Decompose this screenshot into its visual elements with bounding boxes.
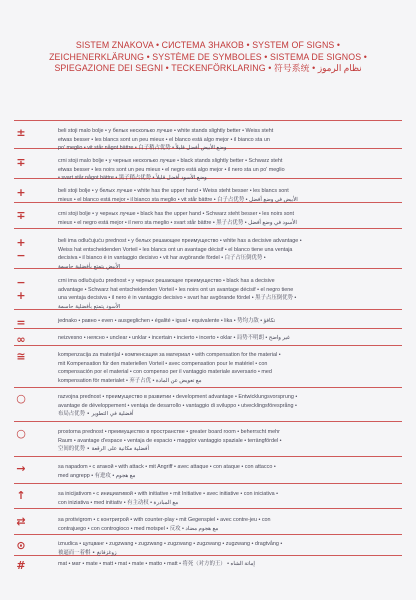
sign-symbol: ∓ xyxy=(16,209,26,222)
description-line: etwas besser • les blancs sont un peu mieux • el blanco está algo mejor • il bianco sta un xyxy=(58,136,270,143)
description-line: med angrepp • 有进攻 • مع هجوم xyxy=(58,472,136,479)
description-line: mieux • el blanco está mejor • il bianco sta meglio • vit står bättre • 白子占优势 • الأبيض في وضع أفضل xyxy=(58,196,298,203)
description-line: prostorna prednost • преимущество в пространстве • greater board room • beherrscht mehr xyxy=(58,429,280,435)
description-line: avantage de développement • ventaja de desarrollo • vantaggio di sviluppo • utvecklingsföresprång • xyxy=(58,402,297,409)
description-line: mieux • el negro está mejor • il nero sta meglio • svart står bättre • 黑子占优势 • الأسود في وضع أفضل xyxy=(58,219,297,226)
description-line: neizvesno • неясно • unclear • unklar • incertain • incierto • incerto • oklar • 局势不明朗 • غير واضح xyxy=(58,335,290,341)
description-line: crni ima odlučujuću prednost • у черных решающее преимущество • black has a decisive xyxy=(58,278,275,284)
description-line: mat • мат • mate • matt • mat • mate • matto • matt • 将死（对方的王） • إماتة الشاه xyxy=(58,561,255,567)
description-line: beli stoji bolje • у белых лучше • white has the upper hand • Weiss steht besser • les blancs sont xyxy=(58,188,289,194)
row-divider xyxy=(14,228,402,229)
row-divider xyxy=(14,387,402,388)
sign-description xyxy=(58,428,380,454)
sign-symbol: → xyxy=(16,462,26,475)
sign-description xyxy=(58,127,380,153)
description-line: الأبيض يتمتع بأفضلية حاسمة xyxy=(58,263,121,270)
sign-description xyxy=(58,157,380,183)
sign-symbol: ⊙ xyxy=(16,539,26,552)
description-line: una ventaja decisiva • il nero è in vantaggio decisivo • svart har avgörande fördel • 黑子占压倒优势 • xyxy=(58,295,297,301)
sign-description xyxy=(58,393,380,419)
description-line: crni stoji bolje • у черных лучше • black has the upper hand • Schwarz steht besser • les noirs sont xyxy=(58,211,295,217)
sign-description xyxy=(58,334,380,343)
sign-symbol: −+ xyxy=(16,276,26,302)
description-line: kompenzacija za materijal • компенсация за материал • with compensation for the material • xyxy=(58,352,281,358)
sign-symbol: +− xyxy=(16,236,26,262)
row-divider xyxy=(14,508,402,509)
row-divider xyxy=(14,456,402,457)
description-line: razvojna prednost • преимущество в развитии • development advantage • Entwicklungsvorsprung • xyxy=(58,394,298,400)
description-line: crni stoji malo bolje • у черных несколько лучше • black stands slightly better • Schwarz steht xyxy=(58,158,283,164)
row-divider xyxy=(14,328,402,329)
sign-symbol: ± xyxy=(16,126,26,139)
description-line: decisiva • il bianco è in vantaggio decisivo • vit har avgörande fördel • 白子占压倒优势 • xyxy=(58,255,266,261)
row-divider xyxy=(14,421,402,422)
row-divider xyxy=(14,345,402,346)
description-line: advantage • Schwarz hat entscheidenden Vorteil • les noirs ont un avantage décisif • el negro tiene xyxy=(58,286,294,293)
title-line-3: SPIEGAZIONE DEI SEGNI • TECKENFÖRKLARING • 符号系统 • نظام الرموز xyxy=(54,63,362,73)
sign-description xyxy=(58,237,380,271)
sign-description xyxy=(58,187,380,204)
description-line: con iniziativa • med initiativ • 有主动权 • مع المبادرة xyxy=(58,499,179,506)
description-line: Raum • avantage d'espace • ventaja de espacio • maggior vantaggio spaziale • terrängfördel • xyxy=(58,437,282,444)
sign-symbol: ↑ xyxy=(16,489,26,502)
description-line: kompensation för materialet • 弃子占优 • مع تعويض عن المادة xyxy=(58,377,202,384)
sign-symbol: # xyxy=(16,559,26,572)
description-line: الأسود يتمتع بأفضلية حاسمة xyxy=(58,303,121,310)
sign-description xyxy=(58,210,380,227)
sign-symbol: ⇄ xyxy=(16,515,26,528)
sign-description xyxy=(58,560,380,569)
sign-description xyxy=(58,516,380,533)
row-divider xyxy=(14,483,402,484)
description-line: sa inicijativom • с инициативой • with initiative • mit Initiative • avec initiative • con iniciativa • xyxy=(58,491,279,497)
description-line: compensación por el material • con compenso per il vantaggio materiale avversario • med xyxy=(58,369,272,375)
description-line: sa napadom • с атакой • with attack • mit Angriff • avec attaque • con ataque • con attacco • xyxy=(58,464,276,470)
description-line: beli ima odlučujuću prednost • у белых решающее преимущество • white has a decisive advantage • xyxy=(58,238,302,244)
sign-description xyxy=(58,490,380,507)
row-divider xyxy=(14,120,402,121)
title-line-1: SISTEM ZNAKOVA • СИСТЕМА ЗНАКОВ • SYSTEM OF SIGNS • xyxy=(75,40,341,50)
sign-symbol: ○ xyxy=(16,427,26,440)
description-line: Weiss hat entscheidenden Vorteil • les blancs ont un avantage décisif • el blanco tiene una ventaja xyxy=(58,246,293,253)
description-line: 布局占优势 • أفضلية في التطوير xyxy=(58,411,134,417)
description-line: contrajuego • con controgioco • med motspel • 反攻 • مع هجوم مضاد xyxy=(58,525,219,532)
sign-description xyxy=(58,540,380,557)
sign-description xyxy=(58,351,380,385)
sign-symbol: ∓ xyxy=(16,156,26,169)
sign-symbol: = xyxy=(16,316,26,329)
sign-description xyxy=(58,463,380,480)
description-line: jednako • равно • even • ausgeglichen • égalité • igual • equivalente • lika • 势均力敌 • تكافؤ xyxy=(58,318,276,324)
description-line: • svart står något bättre • 黑子稍占优势 • وضع الأسود أفضل قليلاً xyxy=(58,175,207,181)
description-line: beli stoji malo bolje • у белых несколько лучше • white stands slightly better • Weiss steht xyxy=(58,128,274,134)
description-line: 被逼而一着棋 • زوغزفانغ xyxy=(58,549,117,556)
page-title xyxy=(0,40,416,75)
sign-description xyxy=(58,317,380,326)
sign-symbol: ○ xyxy=(16,392,26,405)
description-line: etwas besser • les noirs sont un peu mieux • el negro está algo mejor • il nero sta un po' meglio xyxy=(58,166,285,173)
sign-description xyxy=(58,277,380,311)
sign-symbol: ∞ xyxy=(16,333,26,346)
row-divider xyxy=(14,534,402,535)
description-line: sa protivigrom • с контригрой • with counter-play • mit Gegenspiel • avec contre-jeu • con xyxy=(58,517,271,523)
description-line: mit Kompensation für den materiellen Vorteil • avec compensation pour le matériel • con xyxy=(58,360,268,367)
description-line: po' meglio • vit står något bättre • 白子稍占优势 • وضع الأبيض أفضل قليلاً xyxy=(58,145,227,151)
description-line: 空间的优势 • أفضلية مكانية على الرقعة xyxy=(58,446,149,452)
description-line: iznudica • цугцванг • zugzwang • zugzwang • zugzwang • zugzwang • zugzwang • dragtvång • xyxy=(58,541,283,547)
sign-symbol: + xyxy=(16,186,26,199)
title-line-2: ZEICHENERKLÄRUNG • SYSTÈME DE SYMBOLES • SISTEMA DE SIGNOS • xyxy=(49,51,367,62)
sign-symbol: ≅ xyxy=(16,350,26,363)
